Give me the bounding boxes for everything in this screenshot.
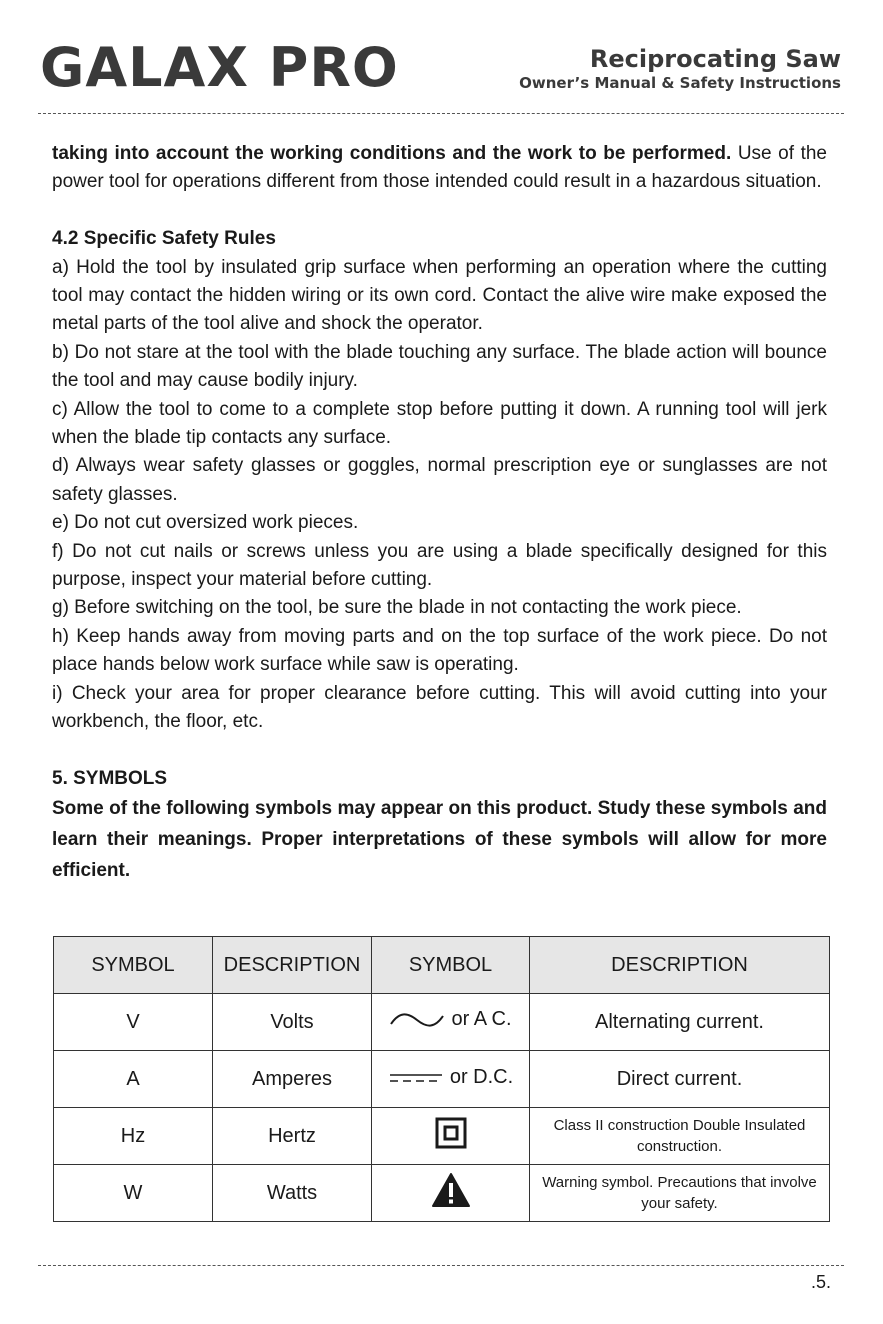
header-description-2: DESCRIPTION: [530, 937, 830, 994]
double-insulation-icon: [435, 1117, 467, 1149]
intro-text: Use of the power tool for operations different from those intended could result in a hazardous situation.: [52, 143, 827, 193]
rule-g: g) Before switching on the tool, be sure the blade in not contacting the work piece.: [52, 597, 742, 619]
symbol-cell: [372, 1051, 530, 1108]
table-header-row: [54, 937, 830, 994]
dc-label: or D.C.: [449, 1066, 514, 1089]
symbol-cell: [372, 1108, 530, 1165]
description-cell: Direct current.: [530, 1051, 830, 1108]
page-content: [52, 140, 827, 886]
intro-paragraph: [52, 140, 827, 197]
table-row: [54, 1108, 830, 1165]
header-divider: [38, 113, 844, 114]
warning-triangle-icon: [431, 1172, 471, 1208]
symbols-heading: 5. SYMBOLS: [52, 767, 168, 789]
rule-d: d) Always wear safety glasses or goggles, normal prescription eye or sunglasses are not safety glasses.: [52, 455, 827, 505]
description-cell: Warning symbol. Precautions that involve your safety.: [530, 1165, 830, 1222]
description-cell: Hertz: [213, 1108, 372, 1165]
brand-logo: GALAX PRO: [40, 36, 399, 99]
dc-lines-icon: [388, 1070, 444, 1086]
description-cell: Class II construction Double Insulated construction.: [530, 1108, 830, 1165]
symbol-cell: W: [54, 1165, 213, 1222]
symbol-cell: Hz: [54, 1108, 213, 1165]
symbol-cell: V: [54, 994, 213, 1051]
section-heading: 4.2 Specific Safety Rules: [52, 228, 276, 250]
ac-label: or A C.: [451, 1008, 512, 1031]
rule-i: i) Check your area for proper clearance before cutting. This will avoid cutting into your workbench, the floor, etc.: [52, 682, 827, 733]
symbol-cell: [372, 994, 530, 1051]
rule-c: c) Allow the tool to come to a complete stop before putting it down. A running tool will jerk when the blade tip contacts any surface.: [52, 398, 827, 449]
symbols-table: [53, 936, 830, 1222]
rule-e: e) Do not cut oversized work pieces.: [52, 512, 359, 534]
description-cell: Alternating current.: [530, 994, 830, 1051]
symbols-intro: Some of the following symbols may appear on this product. Study these symbols and learn their meanings. Proper interpretations of these symbols will allow for more efficient.: [52, 798, 827, 882]
description-cell: Watts: [213, 1165, 372, 1222]
ac-wave-icon: [389, 1010, 445, 1030]
symbol-cell: [372, 1165, 530, 1222]
header-title-block: [519, 44, 841, 92]
table-row: [54, 1165, 830, 1222]
footer-divider: [38, 1265, 844, 1266]
symbol-cell: A: [54, 1051, 213, 1108]
rule-f: f) Do not cut nails or screws unless you are using a blade specifically designed for this purpose, inspect your material before cutting.: [52, 540, 827, 591]
description-cell: Amperes: [213, 1051, 372, 1108]
rule-a: a) Hold the tool by insulated grip surface when performing an operation where the cutting tool may contact the hidden wiring or its own cord. Contact the alive wire make exposed the metal parts of the tool alive and shock the operator.: [52, 256, 827, 335]
intro-bold-text: taking into account the working conditions and the work to be performed.: [52, 143, 732, 164]
document-title: Reciprocating Saw: [589, 45, 841, 73]
rule-b: b) Do not stare at the tool with the blade touching any surface. The blade action will bounce the tool and may cause bodily injury.: [52, 341, 827, 392]
header-symbol-1: SYMBOL: [54, 937, 213, 994]
document-subtitle: Owner’s Manual & Safety Instructions: [519, 74, 841, 92]
table-row: [54, 994, 830, 1051]
table-row: [54, 1051, 830, 1108]
description-cell: Volts: [213, 994, 372, 1051]
header-symbol-2: SYMBOL: [372, 937, 530, 994]
rule-h: h) Keep hands away from moving parts and on the top surface of the work piece. Do not place hands below work surface while saw is operating.: [52, 625, 827, 676]
page-number: .5.: [810, 1272, 831, 1292]
header-description-1: DESCRIPTION: [213, 937, 372, 994]
